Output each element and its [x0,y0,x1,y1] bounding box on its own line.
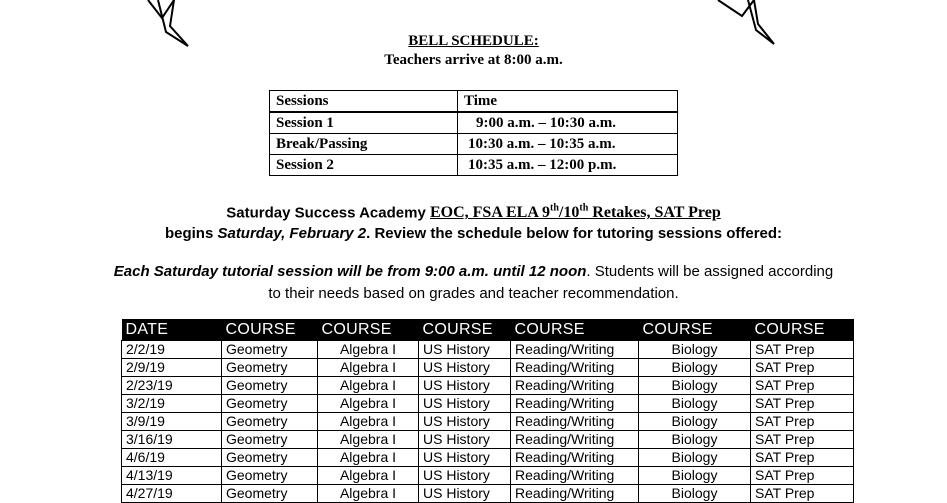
session-time: 9:00 a.m. – 10:30 a.m. [458,112,678,134]
date-cell: 4/13/19 [122,467,222,485]
reading-cell: Reading/Writing [511,413,639,431]
tutoring-row [122,377,854,395]
tutoring-row [122,359,854,377]
header-course: COURSE [639,319,751,341]
algebra-cell: Algebra I [318,341,419,359]
begins-text: begins [164,225,218,242]
session-time: 10:30 a.m. – 10:35 a.m. [458,134,678,155]
tutoring-row [122,449,854,467]
biology-cell: Biology [639,431,751,449]
date-cell: 4/27/19 [122,485,222,503]
algebra-cell: Algebra I [318,413,419,431]
geometry-cell: Geometry [222,377,318,395]
geometry-cell: Geometry [222,413,318,431]
tutoring-row [122,413,854,431]
sat-cell: SAT Prep [751,377,854,395]
sessions-header-cell: Time [458,91,678,113]
session-info-line1 [0,263,947,280]
session-hours-text: Each Saturday tutorial session will be from 9:00 a.m. until 12 noon [113,263,587,280]
geometry-cell: Geometry [222,395,318,413]
date-cell: 2/23/19 [122,377,222,395]
sat-cell: SAT Prep [751,395,854,413]
tutoring-header-row [122,319,854,341]
geometry-cell: Geometry [222,485,318,503]
algebra-cell: Algebra I [318,485,419,503]
academy-prefix: Saturday Success Academy [226,204,426,222]
tutoring-row [122,431,854,449]
biology-cell: Biology [639,413,751,431]
superscript-th: th [579,203,589,214]
session-name: Session 2 [270,155,458,176]
date-cell: 2/2/19 [122,341,222,359]
history-cell: US History [419,467,511,485]
header-course: COURSE [318,319,419,341]
algebra-cell: Algebra I [318,467,419,485]
algebra-cell: Algebra I [318,431,419,449]
reading-cell: Reading/Writing [511,395,639,413]
superscript-th: th [550,203,559,214]
sat-cell: SAT Prep [751,413,854,431]
sat-cell: SAT Prep [751,341,854,359]
date-cell: 3/9/19 [122,413,222,431]
biology-cell: Biology [639,359,751,377]
history-cell: US History [419,449,511,467]
biology-cell: Biology [639,485,751,503]
sat-cell: SAT Prep [751,467,854,485]
date-cell: 3/2/19 [122,395,222,413]
sat-cell: SAT Prep [751,449,854,467]
biology-cell: Biology [639,341,751,359]
tutoring-schedule-table [121,319,854,503]
date-cell: 4/6/19 [122,449,222,467]
history-cell: US History [419,431,511,449]
sessions-row [270,134,678,155]
session-name: Session 1 [270,112,458,134]
sat-cell: SAT Prep [751,359,854,377]
sat-cell: SAT Prep [751,431,854,449]
review-text: . Review the schedule below for tutoring sessions offered: [366,225,783,242]
reading-cell: Reading/Writing [511,431,639,449]
reading-cell: Reading/Writing [511,341,639,359]
bell-schedule-subtitle: Teachers arrive at 8:00 a.m. [384,52,563,68]
biology-cell: Biology [639,377,751,395]
sessions-row [270,155,678,176]
academy-heading [0,203,947,222]
programs-text-c: Retakes, SAT Prep [588,204,721,222]
geometry-cell: Geometry [222,449,318,467]
tutoring-row [122,395,854,413]
header-course: COURSE [419,319,511,341]
sessions-header-row [270,91,678,113]
history-cell: US History [419,485,511,503]
academy-start-line [0,225,947,242]
reading-cell: Reading/Writing [511,359,639,377]
reading-cell: Reading/Writing [511,377,639,395]
biology-cell: Biology [639,449,751,467]
algebra-cell: Algebra I [318,359,419,377]
start-date: Saturday, February 2 [217,225,367,242]
history-cell: US History [419,341,511,359]
tutoring-row [122,467,854,485]
reading-cell: Reading/Writing [511,467,639,485]
session-time: 10:35 a.m. – 12:00 p.m. [458,155,678,176]
programs-text-b: /10 [558,204,580,222]
header-date: DATE [122,319,222,341]
history-cell: US History [419,359,511,377]
geometry-cell: Geometry [222,431,318,449]
header-course: COURSE [511,319,639,341]
session-name: Break/Passing [270,134,458,155]
history-cell: US History [419,395,511,413]
history-cell: US History [419,377,511,395]
geometry-cell: Geometry [222,341,318,359]
date-cell: 2/9/19 [122,359,222,377]
sat-cell: SAT Prep [751,485,854,503]
academy-programs [430,204,721,221]
programs-text-a: EOC, FSA ELA 9 [429,204,551,222]
bell-schedule-title: BELL SCHEDULE: [408,33,539,49]
biology-cell: Biology [639,467,751,485]
reading-cell: Reading/Writing [511,449,639,467]
geometry-cell: Geometry [222,467,318,485]
history-cell: US History [419,413,511,431]
sessions-table [269,90,678,176]
tutoring-rows [122,341,854,503]
header-course: COURSE [751,319,854,341]
date-cell: 3/16/19 [122,431,222,449]
session-info-line2: to their needs based on grades and teacher recommendation. [268,285,679,302]
header-course: COURSE [222,319,318,341]
assignment-text: . Students will be assigned according [586,263,834,280]
algebra-cell: Algebra I [318,377,419,395]
algebra-cell: Algebra I [318,449,419,467]
sessions-row [270,112,678,134]
tutoring-row [122,341,854,359]
geometry-cell: Geometry [222,359,318,377]
biology-cell: Biology [639,395,751,413]
algebra-cell: Algebra I [318,395,419,413]
reading-cell: Reading/Writing [511,485,639,503]
sessions-header-cell: Sessions [270,91,458,113]
